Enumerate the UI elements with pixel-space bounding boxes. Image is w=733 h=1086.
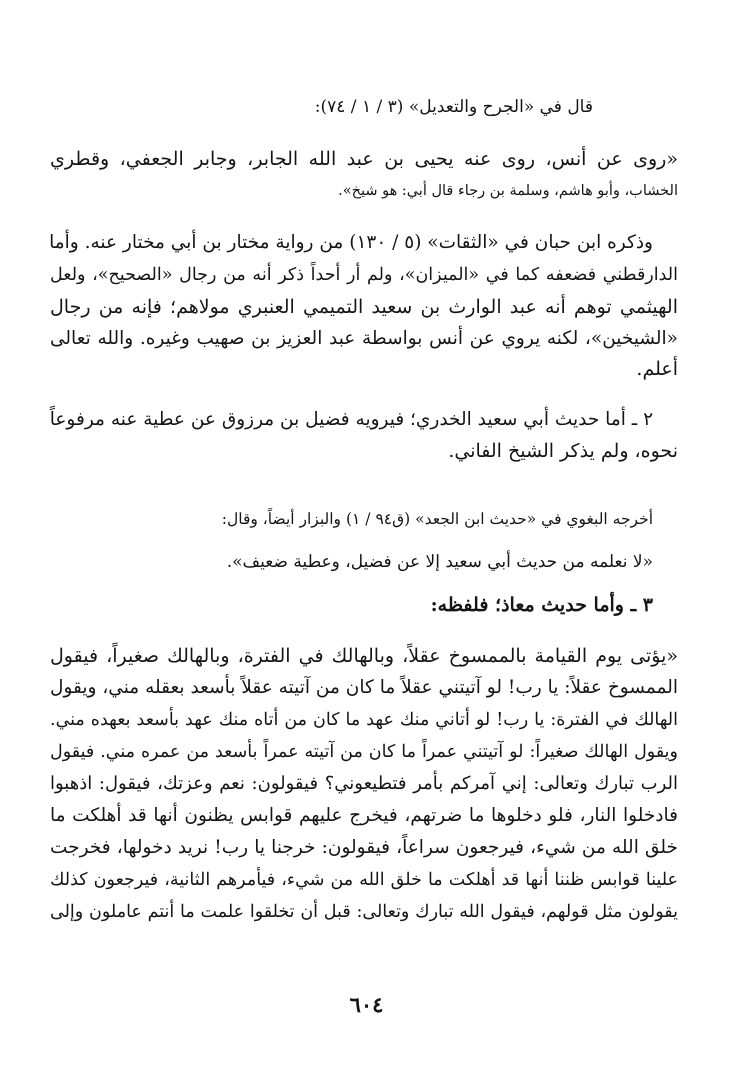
page-number: ٦٠٤ [349,992,384,1017]
text-line-4: وذكره ابن حبان في «الثقات» (٥ / ١٣٠) من رواية مختار بن أبي مختار عنه. وأما [49,232,653,253]
text-line-2: «روى عن أنس، روى عنه يحيى بن عبد الله الجابر، وجابر الجعفي، وقطري [50,148,678,170]
text-line-1: قال في «الجرح والتعديل» (٣ / ١ / ٧٤): [314,97,593,117]
text-line-18: الرب تبارك وتعالى: إني آمركم بأمر فتطيعوني؟ فيقولون: نعم وعزتك، فيقول: اذهبوا [50,773,678,794]
text-line-16: الهالك في الفترة: يا رب! لو أتاني منك عهد ما كان من أتاه منك عهد بأسعد بعهده مني. [50,710,678,730]
text-line-3: الخشاب، وأبو هاشم، وسلمة بن رجاء قال أبي: هو شيخ». [338,183,678,199]
text-line-22: يقولون مثل قولهم، فيقول الله تبارك وتعالى: قبل أن تخلقوا علمت ما أنتم عاملون وإلى [50,902,678,922]
text-line-20: خلق الله من شيء، فيرجعون سراعاً، فيقولون: خرجنا يا رب! نريد دخولها، فخرجت [50,837,678,858]
text-line-7: «الشيخين»، لكنه يروي عن أنس بواسطة عبد العزيز بن صهيب وغيره. والله تعالى [50,328,678,349]
text-line-19: فادخلوا النار، فلو دخلوها ما ضرتهم، فيخرج عليهم قوابس يظنون أنها قد أهلكت ما [50,805,678,826]
text-line-14: «يؤتى يوم القيامة بالممسوخ عقلاً، وبالهالك في الفترة، وبالهالك صغيراً، فيقول [50,645,678,667]
text-line-11: أخرجه البغوي في «حديث ابن الجعد» (ق٩٤ / ١) والبزار أيضاً، وقال: [221,510,653,528]
text-line-10: نحوه، ولم يذكر الشيخ الفاني. [448,440,678,462]
text-line-21: علينا قوابس ظننا أنها قد أهلكت ما خلق الله من شيء، فيأمرهم الثانية، فيرجعون كذلك [50,870,678,890]
text-line-15: الممسوخ عقلاً: يا رب! لو آتيتني عقلاً ما كان من آتيته عقلاً بأسعد بعقله مني، ويقول [50,677,678,698]
section-heading: ٣ ـ وأما حديث معاذ؛ فلفظه: [430,594,653,616]
text-line-6: الهيثمي توهم أنه عبد الوارث بن سعيد التميمي العنبري مولاهم؛ فإنه من رجال [50,296,678,318]
text-line-17: ويقول الهالك صغيراً: لو آتيتني عمراً ما كان من آتيته عمراً بأسعد من عمره مني. فيقول [50,742,678,762]
text-line-9: ٢ ـ أما حديث أبي سعيد الخدري؛ فيرويه فضيل بن مرزوق عن عطية عنه مرفوعاً [49,409,653,430]
text-line-8: أعلم. [636,358,678,380]
text-line-12: «لا نعلمه من حديث أبي سعيد إلا عن فضيل، وعطية ضعيف». [226,552,653,572]
text-line-5: الدارقطني فضعفه كما في «الميزان»، ولم أر أحداً ذكر أنه من رجال «الصحيح»، ولعل [50,265,678,285]
